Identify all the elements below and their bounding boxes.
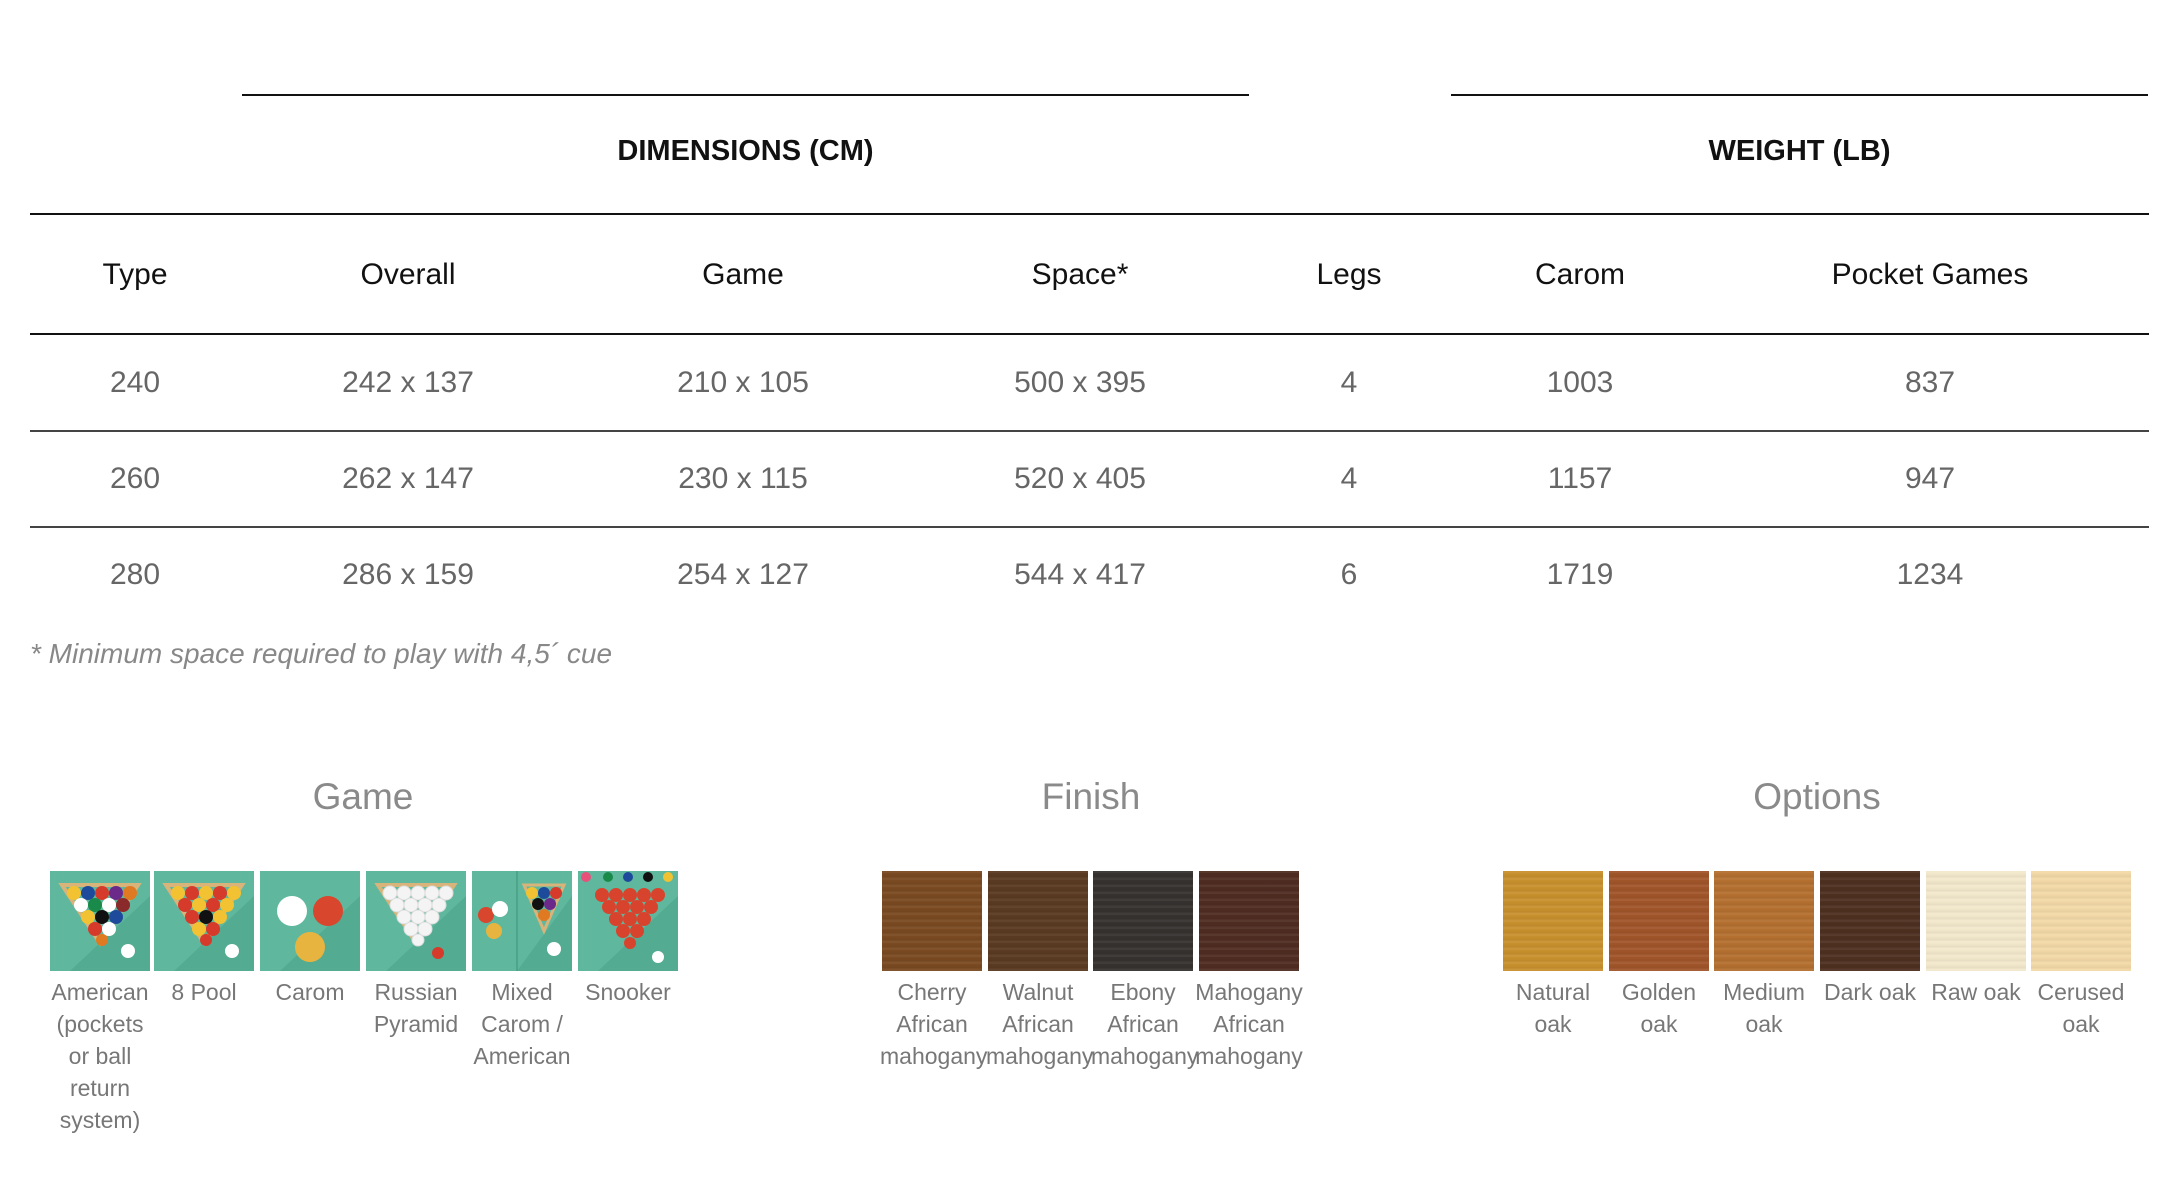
option-label-dark-oak: Dark oak xyxy=(1823,979,1917,1005)
option-swatch-medium-oak xyxy=(1714,871,1814,971)
section-title-finish: Finish xyxy=(1041,776,1141,817)
section-title-game: Game xyxy=(312,776,414,817)
column-header-pocket-games: Pocket Games xyxy=(1831,258,2029,291)
option-label-raw-oak: Raw oak xyxy=(1931,979,2021,1005)
game-label-carom: Carom xyxy=(275,979,345,1005)
column-header-legs: Legs xyxy=(1316,258,1382,291)
cell-carom: 1157 xyxy=(1547,462,1613,495)
cell-legs: 4 xyxy=(1340,462,1358,495)
cell-game: 230 x 115 xyxy=(678,462,808,495)
column-header-overall: Overall xyxy=(360,258,456,291)
option-swatch-golden-oak xyxy=(1609,871,1709,971)
snooker-balls-icon xyxy=(578,871,678,971)
option-label-medium-oak: Medium oak xyxy=(1723,979,1805,1037)
cell-pocket-games: 947 xyxy=(1904,462,1956,495)
carom-balls-icon xyxy=(260,871,360,971)
option-swatch-raw-oak xyxy=(1926,871,2026,971)
cell-pocket-games: 1234 xyxy=(1896,558,1964,591)
game-label-russian-pyramid: Russian Pyramid xyxy=(373,979,459,1037)
footnote: * Minimum space required to play with 4,5´ cue xyxy=(30,638,613,669)
cell-space: 544 x 417 xyxy=(1014,558,1146,591)
option-swatch-cerused-oak xyxy=(2031,871,2131,971)
finish-label-cherry: Cherry African mahogany xyxy=(880,979,988,1069)
cell-legs: 6 xyxy=(1340,558,1358,591)
cell-game: 254 x 127 xyxy=(677,558,809,591)
column-header-game: Game xyxy=(702,258,784,291)
russian-pyramid-icon xyxy=(366,871,466,971)
header-bottom-rule xyxy=(30,333,2149,335)
cell-pocket-games: 837 xyxy=(1904,366,1956,399)
option-label-natural-oak: Natural oak xyxy=(1515,979,1591,1037)
dimensions-top-rule xyxy=(242,94,1249,96)
cell-type: 240 xyxy=(109,366,161,399)
cell-overall: 262 x 147 xyxy=(342,462,474,495)
row-divider xyxy=(30,526,2149,528)
column-header-type: Type xyxy=(102,258,168,291)
cell-game: 210 x 105 xyxy=(677,366,809,399)
option-swatch-natural-oak xyxy=(1503,871,1603,971)
cell-carom: 1719 xyxy=(1546,558,1614,591)
mixed-carom-american-icon xyxy=(472,871,572,971)
weight-top-rule xyxy=(1451,94,2148,96)
column-header-carom: Carom xyxy=(1534,258,1626,291)
cell-overall: 242 x 137 xyxy=(342,366,474,399)
option-label-cerused-oak: Cerused oak xyxy=(2037,979,2125,1037)
eight-pool-balls-icon xyxy=(154,871,254,971)
column-header-space: Space* xyxy=(1031,258,1129,291)
header-top-rule xyxy=(30,213,2149,215)
cell-space: 500 x 395 xyxy=(1014,366,1146,399)
cell-overall: 286 x 159 xyxy=(342,558,474,591)
finish-swatch-walnut xyxy=(988,871,1088,971)
finish-swatch-cherry xyxy=(882,871,982,971)
row-divider xyxy=(30,430,2149,432)
cell-type: 260 xyxy=(109,462,161,495)
option-swatch-dark-oak xyxy=(1820,871,1920,971)
cell-type: 280 xyxy=(109,558,161,591)
game-label-mixed: Mixed Carom / American xyxy=(473,979,571,1069)
option-label-golden-oak: Golden oak xyxy=(1621,979,1697,1037)
game-label-snooker: Snooker xyxy=(585,979,671,1005)
finish-label-walnut: Walnut African mahogany xyxy=(986,979,1094,1069)
section-title-options: Options xyxy=(1753,776,1881,817)
dimensions-title: DIMENSIONS (CM) xyxy=(617,135,874,167)
finish-swatch-ebony xyxy=(1093,871,1193,971)
finish-label-ebony: Ebony African mahogany xyxy=(1091,979,1199,1069)
game-label-american: American (pockets or ball return system) xyxy=(51,979,149,1133)
cell-space: 520 x 405 xyxy=(1014,462,1146,495)
finish-label-mahogany: Mahogany African mahogany xyxy=(1195,979,1303,1069)
cell-carom: 1003 xyxy=(1546,366,1614,399)
cell-legs: 4 xyxy=(1340,366,1358,399)
finish-swatch-mahogany xyxy=(1199,871,1299,971)
american-balls-icon xyxy=(50,871,150,971)
weight-title: WEIGHT (LB) xyxy=(1708,135,1891,167)
game-label-8-pool: 8 Pool xyxy=(171,979,237,1005)
